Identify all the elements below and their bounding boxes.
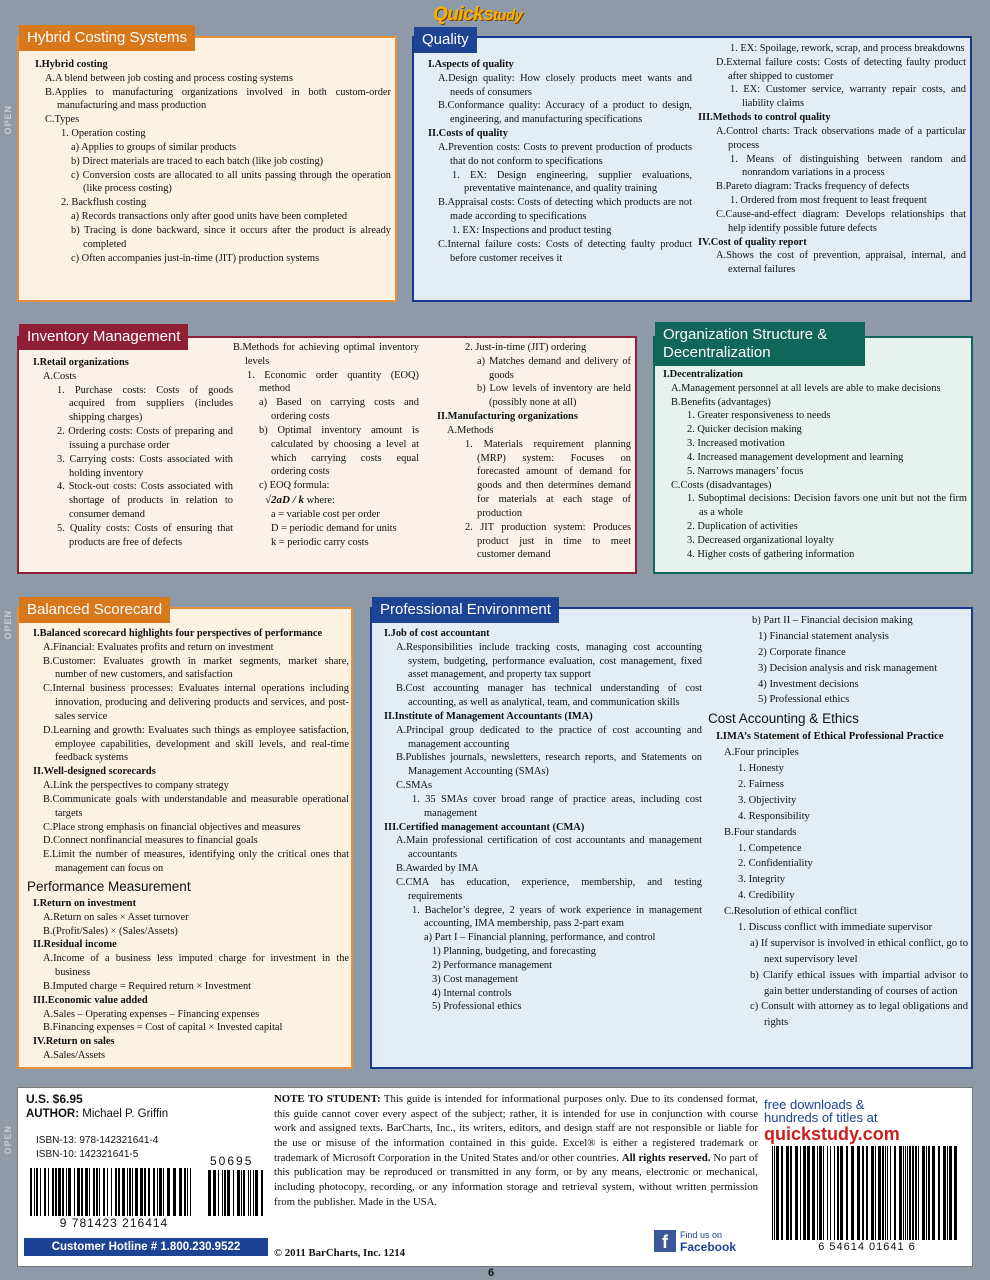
- text-line: II.Costs of quality: [428, 128, 508, 140]
- professional-col1: [384, 627, 702, 1014]
- text-line: I.Job of cost accountant: [384, 628, 490, 639]
- barcode-stripe: [846, 1146, 848, 1240]
- text-line: k = periodic carry costs: [271, 536, 369, 548]
- text-line: B.Benefits (advantages): [671, 396, 771, 408]
- isbn-barcode: [30, 1168, 198, 1216]
- text-line: a = variable cost per order: [271, 508, 380, 520]
- text-line: a) Based on carrying costs and ordering costs: [259, 397, 419, 423]
- barcode-stripe: [885, 1146, 886, 1240]
- barcode-stripe: [153, 1168, 155, 1216]
- author-line: [26, 1107, 168, 1122]
- professional-environment-panel: [370, 607, 973, 1069]
- customer-hotline: Customer Hotline # 1.800.230.9522: [24, 1238, 268, 1256]
- barcode-stripe: [795, 1146, 798, 1240]
- text-line: 1. Operation costing: [61, 128, 146, 140]
- barcode-stripe: [817, 1146, 818, 1240]
- note-to-student: [274, 1092, 758, 1209]
- text-line: 3. Objectivity: [738, 794, 797, 806]
- text-line: a) If supervisor is involved in ethical conflict, go to next supervisory level: [750, 937, 968, 965]
- barcode-stripe: [819, 1146, 822, 1240]
- rights-text: No part of this publication may be reproduced or transmitted in any form, or by any means, electronic or mechanical, including photocopy, recording, or any information storage and retrieval system, without written permission from the publisher. Made in the USA.: [274, 1151, 759, 1208]
- quickstudy-link[interactable]: quickstudy.com: [764, 1124, 900, 1144]
- section-title: Professional Environment: [372, 597, 559, 623]
- text-line: 5. Quality costs: Costs of ensuring that products are free of defects: [57, 522, 233, 548]
- text-line: 2. Ordering costs: Costs of preparing and issuing a purchase order: [57, 426, 233, 451]
- barcode-stripe: [827, 1146, 828, 1240]
- text-line: 1. Honesty: [738, 763, 784, 775]
- text-line: b) Low levels of inventory are held (possibly none at all): [477, 383, 631, 409]
- barcode-stripe: [243, 1170, 245, 1216]
- open-tab-label: OPEN: [3, 105, 13, 135]
- text-line: 1. Materials requirement planning (MRP) system: Focuses on forecasted amount of demand for goods and then determines demand for materials at each stage of production: [465, 438, 631, 519]
- barcode-stripe: [148, 1168, 150, 1216]
- organization-panel: [653, 336, 973, 574]
- text-line: 4. Responsibility: [738, 810, 810, 822]
- barcode-stripe: [887, 1146, 888, 1240]
- text-line: I.Hybrid costing: [35, 59, 108, 70]
- price: U.S. $6.95: [26, 1092, 83, 1106]
- text-line: C.CMA has education, experience, membership, and testing requirements: [396, 876, 702, 902]
- text-line: A.Income of a business less imputed charge for investment in the business: [43, 953, 349, 979]
- text-line: B.Awarded by IMA: [396, 863, 479, 875]
- barcode-stripe: [233, 1170, 234, 1216]
- text-line: C.SMAs: [396, 780, 433, 792]
- professional-col2: [708, 613, 968, 1031]
- text-line: 3. Integrity: [738, 874, 786, 886]
- text-line: 2. Fairness: [738, 779, 784, 791]
- barcode-stripe: [772, 1146, 773, 1240]
- barcode-stripe: [36, 1168, 38, 1216]
- text-line: B.(Profit/Sales) × (Sales/Assets): [43, 925, 178, 937]
- barcode-stripe: [866, 1146, 868, 1240]
- barcode-stripe: [947, 1146, 948, 1240]
- barcode-stripe: [107, 1168, 108, 1216]
- barcode-stripe: [144, 1168, 146, 1216]
- inventory-col3: [437, 341, 631, 562]
- quality-col1: [428, 58, 692, 265]
- text-line: B.Four standards: [724, 826, 797, 838]
- inventory-col1: [33, 356, 233, 550]
- text-line: A.Management personnel at all levels are able to make decisions: [671, 382, 941, 394]
- text-line: 2. Quicker decision making: [687, 424, 802, 436]
- text-line: 1. Discuss conflict with immediate supervisor: [738, 922, 933, 934]
- org-content: [663, 368, 967, 562]
- barcode-stripe: [248, 1170, 249, 1216]
- barcode-stripe: [159, 1168, 162, 1216]
- text-line: 1) Planning, budgeting, and forecasting: [432, 946, 596, 958]
- text-line: 2) Corporate finance: [758, 646, 846, 658]
- text-line: A.Sales/Assets: [43, 1050, 106, 1062]
- text-line: A.Costs: [43, 370, 77, 382]
- text-line: 5) Professional ethics: [758, 694, 850, 706]
- hybrid-content: [35, 58, 391, 265]
- barcode-stripe: [40, 1168, 41, 1216]
- barcode-stripe: [928, 1146, 930, 1240]
- text-line: 4) Investment decisions: [758, 678, 859, 690]
- isbn-barcode-digits: 9 781423 216414: [59, 1216, 169, 1230]
- eoq-formula: √2aD / k: [265, 494, 305, 507]
- section-title: Hybrid Costing Systems: [19, 25, 195, 51]
- text-line: 1. Suboptimal decisions: Decision favors one unit but not the firm as a whole: [687, 493, 967, 519]
- text-line: 1. Means of distinguishing between random and nonrandom variations in a process: [730, 153, 966, 179]
- text-line: D.Learning and growth: Evaluates such things as employee satisfaction, employee capabilities, development and skill levels, and real-time feedback systems: [43, 724, 349, 764]
- barcode-stripe: [224, 1170, 226, 1216]
- text-line: II.Institute of Management Accountants (IMA): [384, 710, 593, 722]
- text-line: 4. Increased management development and learning: [687, 451, 904, 463]
- isbn13: ISBN-13: 978-142321641-4: [36, 1135, 159, 1146]
- barcode-stripe: [241, 1170, 242, 1216]
- price-barcode-digits: 50695: [210, 1154, 254, 1168]
- barcode-stripe: [115, 1168, 117, 1216]
- author-label: AUTHOR:: [26, 1108, 80, 1120]
- balanced-content: [27, 627, 349, 1063]
- barcode-stripe: [89, 1168, 90, 1216]
- barcode-stripe: [807, 1146, 810, 1240]
- text-line: 1. Bachelor’s degree, 2 years of work experience in management accounting, IMA membership, pass 2-part exam: [412, 904, 702, 930]
- barcode-stripe: [85, 1168, 88, 1216]
- title-line: Decentralization: [663, 344, 771, 361]
- text-line: 3) Cost management: [432, 973, 518, 985]
- barcode-stripe: [52, 1168, 54, 1216]
- text-line: C.Place strong emphasis on financial objectives and measures: [43, 821, 301, 833]
- barcode-stripe: [800, 1146, 801, 1240]
- text-line: a) Records transactions only after good units have been completed: [71, 211, 348, 223]
- barcode-stripe: [218, 1170, 219, 1216]
- text-line: B.Cost accounting manager has technical understanding of cost accounting, as well as analytical, team, and communication skills: [396, 683, 702, 709]
- barcode-stripe: [135, 1168, 138, 1216]
- barcode-stripe: [851, 1146, 854, 1240]
- barcode-stripe: [184, 1168, 186, 1216]
- text-line: I.Return on investment: [33, 897, 137, 909]
- note-label: NOTE TO STUDENT:: [274, 1093, 381, 1105]
- text-line: 2. JIT production system: Produces product just in time to meet customer demand: [465, 521, 631, 561]
- barcode-stripe: [862, 1146, 864, 1240]
- barcode-stripe: [834, 1146, 835, 1240]
- text-line: a) Matches demand and delivery of goods: [477, 355, 631, 381]
- text-line: I.Retail organizations: [33, 357, 129, 368]
- text-line: B.Conformance quality: Accuracy of a product to design, engineering, and manufacturing specifications: [438, 100, 692, 126]
- text-line: A.Principal group dedicated to the practice of cost accounting and management accounting: [396, 724, 702, 750]
- barcode-stripe: [949, 1146, 952, 1240]
- barcode-stripe: [167, 1168, 170, 1216]
- barcode-stripe: [208, 1170, 211, 1216]
- text-line: 2. Confidentiality: [738, 858, 813, 870]
- text-line: b) Direct materials are traced to each batch (like job costing): [71, 155, 324, 167]
- text-line: A.Design quality: How closely products meet wants and needs of consumers: [438, 72, 692, 98]
- inventory-col2: [233, 341, 419, 549]
- barcode-stripe: [938, 1146, 940, 1240]
- note-text: This guide is intended for informational purposes only. Due to its condensed format, this guide cannot cover every aspect of the subject; rather, it is intended for use in conjunction with course work and assigned texts. BarCharts, Inc., its writers, editors, and design staff are not responsible or liable for the use or misuse of the information contained in this guide. Excel® is either a registered trademark or trademark of Microsoft Corporation in the United States and/or other countries.: [274, 1093, 758, 1164]
- price-barcode: [208, 1170, 266, 1216]
- text-line: c) Consult with attorney as to legal obligations and rights: [750, 1001, 968, 1029]
- promo-line: hundreds of titles at: [764, 1110, 878, 1125]
- text-line: III.Economic value added: [33, 994, 148, 1006]
- text-line: a) Part I – Financial planning, performance, and control: [424, 932, 656, 944]
- text-line: C.Resolution of ethical conflict: [724, 906, 857, 918]
- barcode-stripe: [922, 1146, 925, 1240]
- barcode-stripe: [179, 1168, 182, 1216]
- performance-measurement-heading: Performance Measurement: [27, 878, 191, 894]
- text-line: B.Pareto diagram: Tracks frequency of defects: [716, 181, 910, 193]
- barcode-stripe: [132, 1168, 133, 1216]
- barcode-stripe: [907, 1146, 908, 1240]
- text-line: 1. Ordered from most frequent to least frequent: [730, 195, 927, 207]
- text-line: 4. Credibility: [738, 890, 795, 902]
- text-line: IV.Cost of quality report: [698, 236, 807, 248]
- open-tab-label: OPEN: [3, 1125, 13, 1155]
- barcode-stripe: [918, 1146, 919, 1240]
- text-line: 3) Decision analysis and risk management: [758, 662, 938, 674]
- text-line: 3. Increased motivation: [687, 438, 785, 450]
- promo-line: free downloads &: [764, 1097, 865, 1112]
- text-line: I.Balanced scorecard highlights four perspectives of performance: [33, 628, 323, 639]
- barcode-stripe: [790, 1146, 792, 1240]
- barcode-stripe: [915, 1146, 917, 1240]
- barcode-stripe: [261, 1170, 263, 1216]
- text-line: III.Certified management accountant (CMA): [384, 821, 585, 833]
- text-line: 1. 35 SMAs cover broad range of practice areas, including cost management: [412, 793, 702, 819]
- barcode-stripe: [774, 1146, 775, 1240]
- copyright: © 2011 BarCharts, Inc. 1214: [274, 1247, 406, 1259]
- text-line: c) Conversion costs are allocated to all units passing through the operation (like process costing): [71, 169, 391, 195]
- text-line: I.Decentralization: [663, 369, 743, 380]
- section-title: Inventory Management: [19, 324, 188, 350]
- text-line: 4) Internal controls: [432, 987, 512, 999]
- text-line: 2) Performance management: [432, 959, 553, 971]
- text-line: b) Optimal inventory amount is calculated by choosing a level at which carrying costs equal ordering costs: [259, 424, 419, 478]
- text-line: where:: [306, 495, 335, 507]
- text-line: 1. Competence: [738, 842, 802, 854]
- text-line: 5. Narrows managers’ focus: [687, 465, 804, 477]
- text-line: B.Publishes journals, newsletters, research reports, and Statements on Management Accounting (SMAs): [396, 752, 702, 778]
- barcode-stripe: [227, 1170, 230, 1216]
- hybrid-costing-panel: [17, 36, 397, 302]
- barcode-stripe: [909, 1146, 911, 1240]
- text-line: 4. Stock-out costs: Costs associated with shortage of products in relation to consumer demand: [57, 481, 233, 521]
- text-line: 5) Professional ethics: [432, 1001, 522, 1013]
- text-line: A.Prevention costs: Costs to prevent production of products that do not conform to specifications: [438, 141, 692, 167]
- barcode-stripe: [878, 1146, 881, 1240]
- barcode-stripe: [903, 1146, 904, 1240]
- text-line: A.Main professional certification of cost accountants and management accountants: [396, 835, 702, 861]
- text-line: III.Methods to control quality: [698, 112, 831, 124]
- author-name: Michael P. Griffin: [82, 1108, 169, 1120]
- barcode-stripe: [776, 1146, 779, 1240]
- balanced-scorecard-panel: [17, 607, 353, 1069]
- text-line: 1. Greater responsiveness to needs: [687, 410, 831, 422]
- text-line: 1. Economic order quantity (EOQ) method: [247, 369, 419, 395]
- barcode-stripe: [213, 1170, 216, 1216]
- text-line: B.Methods for achieving optimal inventory levels: [233, 342, 419, 367]
- text-line: II.Manufacturing organizations: [437, 411, 578, 423]
- barcode-stripe: [103, 1168, 105, 1216]
- barcode-stripe: [66, 1168, 67, 1216]
- barcode-stripe: [187, 1168, 188, 1216]
- barcode-stripe: [62, 1168, 64, 1216]
- text-line: A.A blend between job costing and process costing systems: [45, 72, 293, 84]
- text-line: b) Tracing is done backward, since it occurs after the product is already completed: [71, 224, 391, 250]
- text-line: II.Residual income: [33, 939, 117, 951]
- text-line: I.Aspects of quality: [428, 59, 514, 70]
- text-line: A.Link the perspectives to company strategy: [43, 780, 229, 792]
- facebook-icon[interactable]: f: [654, 1230, 676, 1252]
- barcode-stripe: [823, 1146, 824, 1240]
- barcode-stripe: [871, 1146, 874, 1240]
- facebook-link[interactable]: [680, 1230, 736, 1254]
- facebook-label: Facebook: [680, 1240, 737, 1254]
- text-line: A.Four principles: [724, 747, 799, 759]
- barcode-stripe: [34, 1168, 35, 1216]
- text-line: A.Responsibilities include tracking costs, managing cost accounting system, budgeting, performance evaluation, cost management, fixed asset management, and property tax support: [396, 641, 702, 681]
- barcode-stripe: [93, 1168, 95, 1216]
- barcode-stripe: [74, 1168, 75, 1216]
- quickstudy-logo: QuickStudy: [433, 4, 523, 25]
- barcode-stripe: [157, 1168, 158, 1216]
- facebook-label: Find us on: [680, 1230, 723, 1240]
- barcode-stripe: [127, 1168, 128, 1216]
- text-line: 4. Higher costs of gathering information: [687, 548, 855, 560]
- text-line: 2. Duplication of activities: [687, 521, 798, 533]
- barcode-stripe: [163, 1168, 164, 1216]
- text-line: A.Return on sales × Asset turnover: [43, 911, 189, 923]
- text-line: 3. Decreased organizational loyalty: [687, 534, 834, 546]
- barcode-stripe: [140, 1168, 143, 1216]
- barcode-stripe: [77, 1168, 80, 1216]
- barcode-stripe: [190, 1168, 191, 1216]
- section-title: Quality: [414, 27, 477, 53]
- section-title: Balanced Scorecard: [19, 597, 170, 623]
- barcode-stripe: [830, 1146, 831, 1240]
- barcode-stripe: [882, 1146, 884, 1240]
- barcode-stripe: [44, 1168, 46, 1216]
- text-line: B.Communicate goals with understandable and measurable operational targets: [43, 793, 349, 819]
- text-line: B.Appraisal costs: Costs of detecting which products are not made according to specifications: [438, 197, 692, 223]
- barcode-stripe: [812, 1146, 815, 1240]
- barcode-stripe: [253, 1170, 254, 1216]
- text-line: a) Applies to groups of similar products: [71, 141, 237, 153]
- text-line: D.Connect nonfinancial measures to financial goals: [43, 835, 258, 847]
- product-barcode-digits: 6 54614 01641 6: [818, 1241, 916, 1253]
- barcode-stripe: [786, 1146, 789, 1240]
- barcode-stripe: [837, 1146, 839, 1240]
- barcode-stripe: [905, 1146, 906, 1240]
- text-line: 1. Purchase costs: Costs of goods acquired from suppliers (includes shipping charges): [57, 384, 233, 424]
- page-number: 6: [488, 1267, 495, 1279]
- text-line: C.Internal business processes: Evaluates internal operations including innovation, producing and delivering products and services, and post-sales service: [43, 683, 349, 722]
- text-line: B.Financing expenses = Cost of capital × Invested capital: [43, 1022, 283, 1034]
- text-line: B.Customer: Evaluates growth in market segments, market share, number of new customers, and satisfaction: [43, 655, 349, 681]
- title-line: Organization Structure &: [663, 326, 828, 343]
- text-line: 1. EX: Design engineering, supplier evaluations, preventative maintenance, and quality training: [452, 169, 692, 195]
- barcode-stripe: [48, 1168, 49, 1216]
- footer-panel: [17, 1087, 973, 1267]
- barcode-stripe: [781, 1146, 783, 1240]
- barcode-stripe: [68, 1168, 71, 1216]
- text-line: 1. EX: Inspections and product testing: [452, 224, 612, 236]
- barcode-stripe: [118, 1168, 120, 1216]
- rights-label: All rights reserved.: [621, 1151, 711, 1164]
- text-line: c) EOQ formula:: [259, 480, 330, 492]
- text-line: C.Types: [45, 114, 80, 126]
- barcode-stripe: [99, 1168, 100, 1216]
- inventory-panel: [17, 336, 637, 574]
- barcode-stripe: [237, 1170, 240, 1216]
- text-line: II.Well-designed scorecards: [33, 766, 156, 778]
- barcode-stripe: [803, 1146, 806, 1240]
- text-line: B.Imputed charge = Required return × Investment: [43, 980, 252, 992]
- quality-panel: [412, 36, 972, 302]
- barcode-stripe: [111, 1168, 112, 1216]
- text-line: b) Part II – Financial decision making: [752, 615, 913, 626]
- text-line: D = periodic demand for units: [271, 522, 397, 534]
- barcode-stripe: [932, 1146, 935, 1240]
- barcode-stripe: [857, 1146, 860, 1240]
- barcode-stripe: [122, 1168, 125, 1216]
- cost-accounting-ethics-heading: Cost Accounting & Ethics: [708, 711, 859, 727]
- text-line: E.Limit the number of measures, identifying only the critical ones that management can focus on: [43, 849, 349, 875]
- text-line: 1. EX: Customer service, warranty repair costs, and liability claims: [730, 84, 966, 110]
- text-line: B.Applies to manufacturing organizations involved in both custom-order manufacturing and mass production: [45, 86, 391, 112]
- barcode-stripe: [894, 1146, 896, 1240]
- barcode-stripe: [840, 1146, 843, 1240]
- barcode-stripe: [58, 1168, 61, 1216]
- text-line: 1. EX: Spoilage, rework, scrap, and process breakdowns: [730, 43, 965, 54]
- text-line: A.Financial: Evaluates profits and return on investment: [43, 641, 274, 653]
- barcode-stripe: [899, 1146, 902, 1240]
- text-line: A.Control charts: Track observations made of a particular process: [716, 125, 966, 151]
- text-line: b) Clarify ethical issues with impartial advisor to gain better understanding of courses of action: [750, 969, 968, 997]
- isbn10: ISBN-10: 142321641-5: [36, 1149, 139, 1160]
- barcode-stripe: [129, 1168, 131, 1216]
- barcode-stripe: [875, 1146, 876, 1240]
- text-line: D.External failure costs: Costs of detecting faulty product after shipped to customer: [716, 56, 966, 82]
- text-line: A.Sales – Operating expenses – Financing expenses: [43, 1008, 260, 1020]
- barcode-stripe: [250, 1170, 251, 1216]
- open-tab-label: OPEN: [3, 610, 13, 640]
- text-line: A.Shows the cost of prevention, appraisal, internal, and external failures: [716, 250, 966, 276]
- text-line: 1) Financial statement analysis: [758, 630, 889, 642]
- barcode-stripe: [55, 1168, 57, 1216]
- quality-col2: [698, 42, 966, 277]
- text-line: 2. Backflush costing: [61, 197, 147, 209]
- barcode-stripe: [943, 1146, 946, 1240]
- barcode-stripe: [890, 1146, 891, 1240]
- barcode-stripe: [954, 1146, 957, 1240]
- promo: [764, 1098, 900, 1144]
- barcode-stripe: [173, 1168, 176, 1216]
- barcode-stripe: [30, 1168, 32, 1216]
- barcode-stripe: [96, 1168, 98, 1216]
- section-title: [655, 322, 865, 366]
- text-line: I.IMA’s Statement of Ethical Professional Practice: [716, 731, 944, 743]
- text-line: IV.Return on sales: [33, 1036, 115, 1048]
- product-barcode: [772, 1146, 962, 1240]
- text-line: C.Internal failure costs: Costs of detecting faulty product before customer receives it: [438, 238, 692, 264]
- barcode-stripe: [255, 1170, 258, 1216]
- text-line: 3. Carrying costs: Costs associated with holding inventory: [57, 453, 233, 479]
- text-line: A.Methods: [447, 424, 494, 436]
- text-line: C.Cause-and-effect diagram: Develops relationships that help identify possible future defects: [716, 208, 966, 234]
- barcode-stripe: [222, 1170, 223, 1216]
- barcode-stripe: [81, 1168, 83, 1216]
- text-line: C.Costs (disadvantages): [671, 479, 772, 491]
- barcode-stripe: [926, 1146, 927, 1240]
- text-line: 2. Just-in-time (JIT) ordering: [465, 342, 587, 353]
- barcode-stripe: [912, 1146, 914, 1240]
- text-line: c) Often accompanies just-in-time (JIT) production systems: [71, 252, 320, 264]
